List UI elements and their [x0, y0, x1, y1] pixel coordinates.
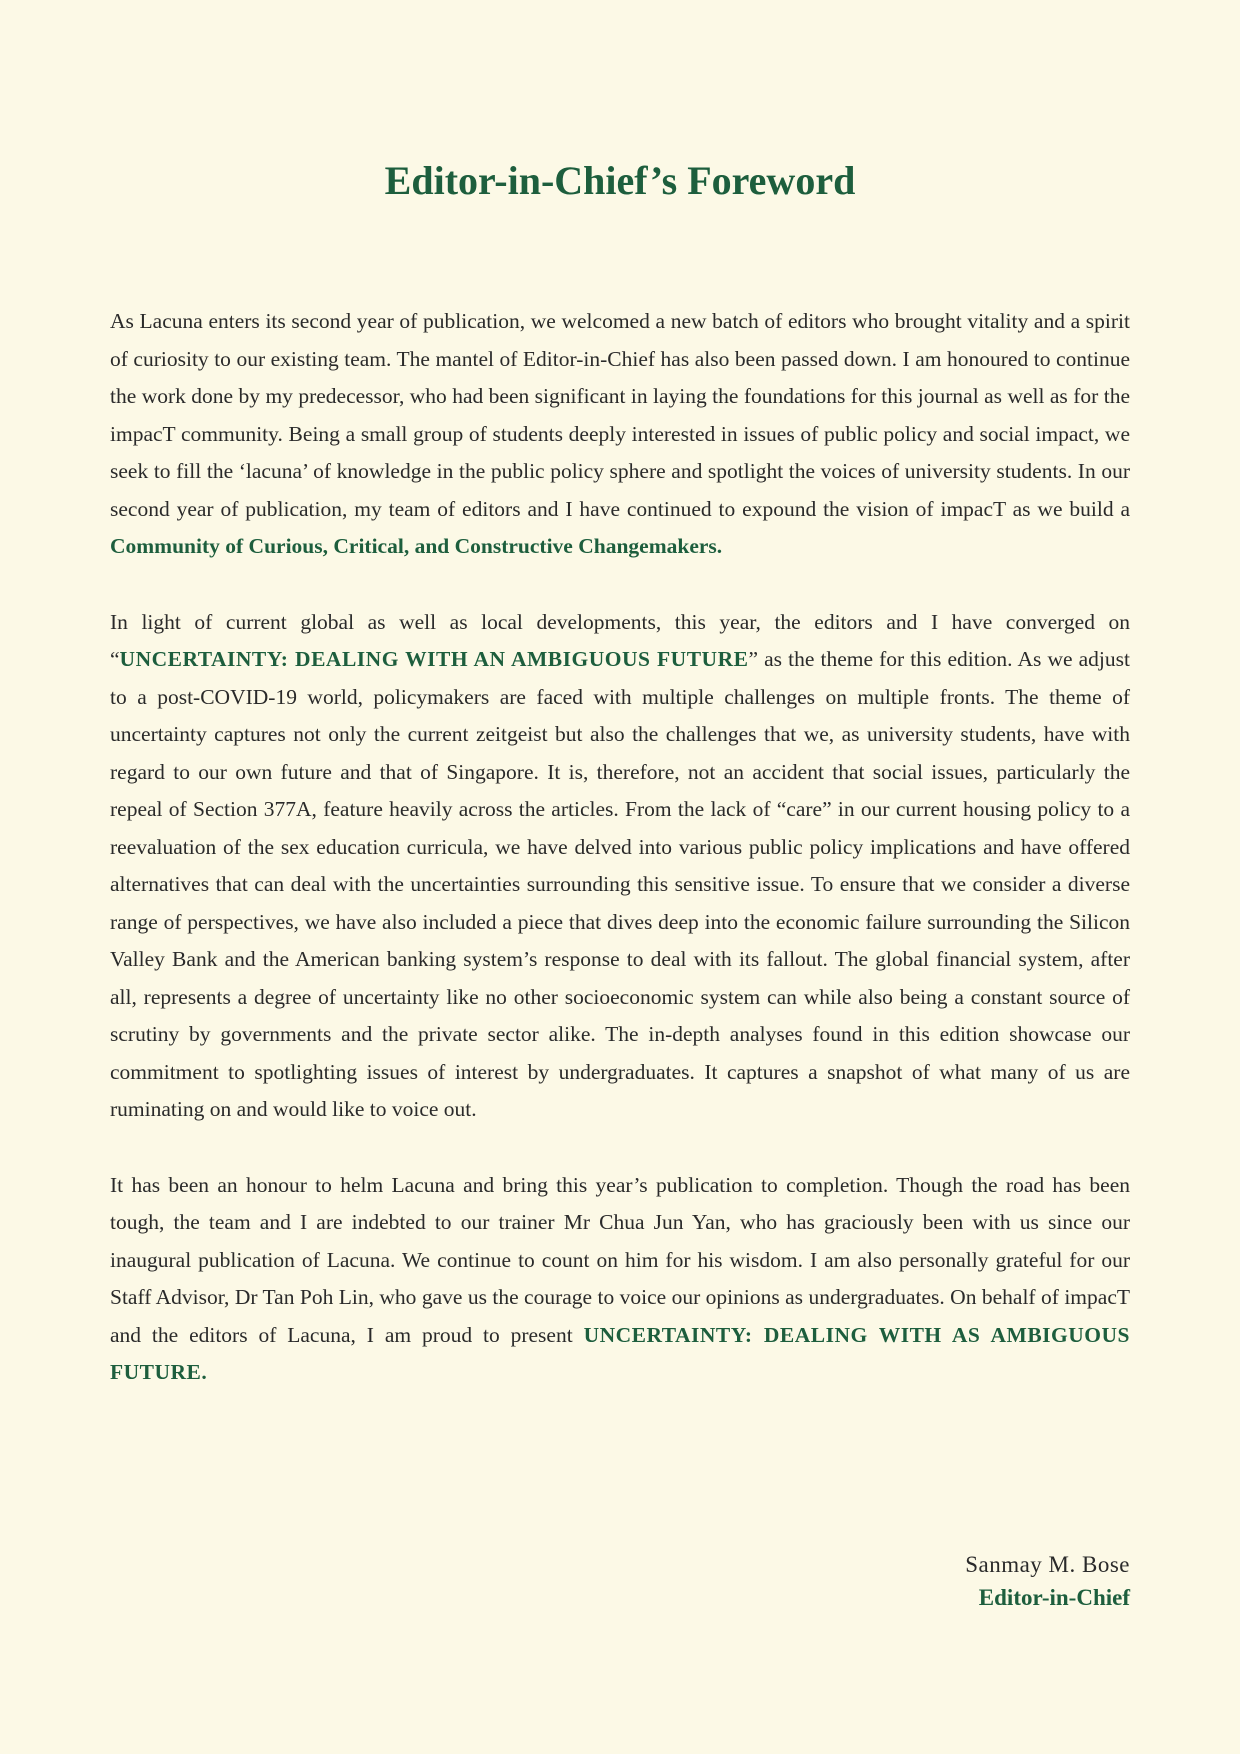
signature-role: Editor-in-Chief — [978, 1585, 1130, 1610]
paragraph-intro-text: As Lacuna enters its second year of publication, we welcomed a new batch of editors who brought vitality and a spirit of curiosity to our existing team. The mantel of Editor-in-Chief has also been passed down. I am honoured to continue the work done by my predecessor, who had been significant in laying the foundations for this journal as well as for the impacT community. Being a small group of students deeply interested in issues of public policy and social impact, we seek to fill the ‘lacuna’ of knowledge in the public policy sphere and spotlight the voices of university students. In our second year of publication, my team of editors and I have continued to expound the vision of impacT as we build a — [110, 309, 1130, 521]
closing-theme-highlight: UNCERTAINTY: DEALING WITH AS AMBIGUOUS FUTURE — [110, 1322, 1130, 1384]
paragraph-theme — [110, 604, 1130, 1129]
signature-name: Sanmay M. Bose — [965, 1552, 1130, 1577]
community-highlight: Community of Curious, Critical, and Constructive Changemakers. — [110, 534, 723, 558]
paragraph-acknowledgements — [110, 1167, 1130, 1392]
paragraph-acknowledgements-text: It has been an honour to helm Lacuna and bring this year’s publication to completion. Though the road has been tough, the team and I are indebted to our trainer Mr Chua Jun Yan, who has graciously been with us since our inaugural publication of Lacuna. We continue to count on him for his wisdom. I am also personally grateful for our Staff Advisor, Dr Tan Poh Lin, who gave us the courage to voice our opinions as undergraduates. On behalf of impacT and the editors of Lacuna, I am proud to present — [110, 1172, 1130, 1347]
signature-block — [965, 1548, 1130, 1614]
closing-period: . — [201, 1360, 207, 1384]
page-title: Editor-in-Chief’s Foreword — [384, 158, 856, 203]
paragraph-theme-lead: In light of current global as well as local developments, this year, the editors and I have converged on “ — [110, 609, 1130, 671]
theme-highlight: UNCERTAINTY: DEALING WITH AN AMBIGUOUS FUTURE — [119, 647, 749, 671]
paragraph-theme-text: ” as the theme for this edition. As we adjust to a post-COVID-19 world, policymakers are faced with multiple challenges on multiple fronts. The theme of uncertainty captures not only the current zeitgeist but also the challenges that we, as university students, have with regard to our own future and that of Singapore. It is, therefore, not an accident that social issues, particularly the repeal of Section 377A, feature heavily across the articles. From the lack of “care” in our current housing policy to a reevaluation of the sex education curricula, we have delved into various public policy implications and have offered alternatives that can deal with the uncertainties surrounding this sensitive issue. To ensure that we consider a diverse range of perspectives, we have also included a piece that dives deep into the economic failure surrounding the Silicon Valley Bank and the American banking system’s response to deal with its fallout. The global financial system, after all, represents a degree of uncertainty like no other socioeconomic system can while also being a constant source of scrutiny by governments and the private sector alike. The in-depth analyses found in this edition showcase our commitment to spotlighting issues of interest by undergraduates. It captures a snapshot of what many of us are ruminating on and would like to voice out. — [110, 647, 1130, 1121]
paragraph-intro — [110, 303, 1130, 566]
foreword-body — [110, 303, 1130, 1392]
